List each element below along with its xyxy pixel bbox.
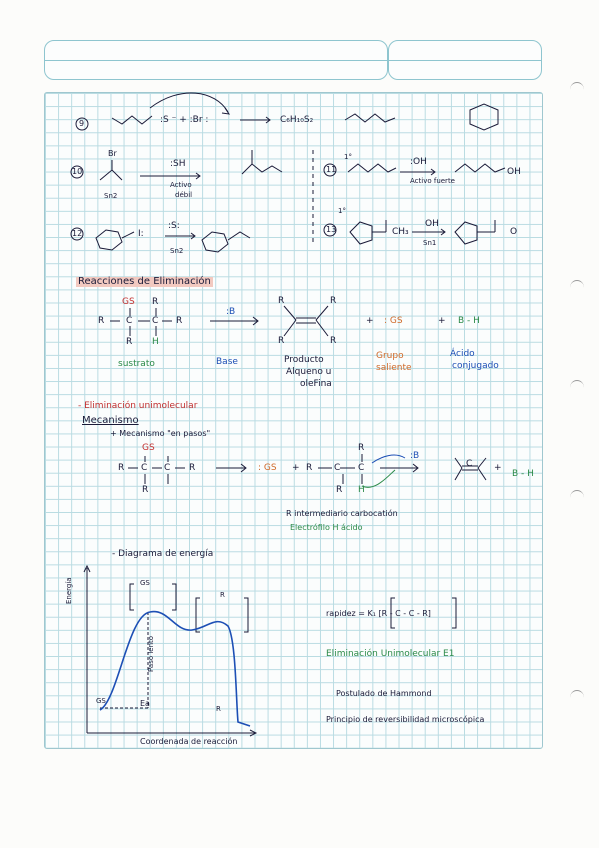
alkene-r-1: R: [278, 296, 285, 306]
elim-c-1: C: [126, 316, 133, 326]
reaction-9-number: 9: [79, 119, 85, 128]
reaction-9-reagents: :S ⁻ + :Br :: [160, 115, 209, 125]
reaction-13-product: O: [510, 227, 518, 237]
e1-cation-r-top: R: [358, 443, 365, 453]
reaction-11-nuc-note: Activo fuerte: [410, 177, 455, 185]
plus-1: +: [366, 316, 374, 326]
leaving-group-label-2: saliente: [376, 363, 412, 373]
e1-gs-ion: : GS: [258, 463, 277, 473]
base-symbol: :B: [226, 307, 236, 317]
intermediate-note: R intermediario carbocatión: [286, 509, 398, 518]
reaction-12-nuc: :S:: [168, 221, 180, 231]
e1-plus: +: [292, 463, 300, 473]
reaction-13-nuc: OH: [425, 219, 439, 229]
product-label-1: Producto: [284, 355, 324, 365]
hammond: Postulado de Hammond: [336, 689, 432, 698]
energy-step: Paso lento: [147, 635, 155, 672]
e1-cation-r-bottom: R: [336, 485, 343, 495]
product-label-2: Alqueno u: [286, 367, 332, 377]
reaction-11-number: 11: [326, 165, 337, 174]
reactant-gs: GS: [96, 697, 106, 705]
reaction-13-mech: Sn1: [423, 239, 437, 247]
reaction-11-note: 1°: [344, 153, 352, 161]
acid-symbol: B - H: [458, 316, 480, 326]
reaction-10-mech: Sn2: [104, 192, 118, 200]
ts2-formula: R: [220, 591, 225, 599]
reaction-12-number: 12: [72, 229, 83, 238]
reaction-11-product: OH: [507, 167, 521, 177]
plus-2: +: [438, 316, 446, 326]
e1-plus-2: +: [494, 463, 502, 473]
alkene-r-4: R: [330, 336, 337, 346]
e1-gs: GS: [142, 443, 155, 453]
e1-c-1: C: [141, 463, 148, 473]
e1-name: Eliminación Unimolecular E1: [326, 649, 455, 659]
e1-title: - Eliminación unimolecular: [78, 401, 198, 411]
energy-y-label: Energía: [65, 577, 73, 604]
e1-cation-h: H: [358, 485, 365, 495]
e1-acid: B - H: [512, 469, 534, 479]
reaction-10-nuc: :SH: [170, 159, 186, 169]
product-label-3: oleFina: [300, 379, 332, 389]
electrophile-note: Electrófilo H ácido: [290, 523, 363, 532]
product-r: R: [216, 705, 221, 713]
reaction-13-group: CH₃: [392, 227, 409, 237]
acid-label-2: conjugado: [452, 361, 499, 371]
alkene-r-3: R: [278, 336, 285, 346]
ts1-formula: GS: [140, 579, 150, 587]
leaving-group-symbol: : GS: [384, 316, 403, 326]
reaction-10-nuc-note-2: débil: [175, 191, 193, 199]
e1-base: :B: [410, 451, 420, 461]
acid-label-1: Ácido: [450, 349, 475, 359]
substrate-label: sustrato: [118, 359, 155, 369]
elim-r-top: R: [152, 297, 159, 307]
reaction-12-lg: I:: [138, 229, 144, 239]
reaction-10-nuc-note: Activo: [170, 181, 192, 189]
e1-prod-c: C: [466, 459, 473, 469]
e1-cation-c2: C: [358, 463, 365, 473]
elim-c-2: C: [152, 316, 159, 326]
alkene-r-2: R: [330, 296, 337, 306]
mechanism-heading: Mecanismo: [82, 415, 139, 426]
elim-r-right: R: [176, 316, 183, 326]
leaving-group-label-1: Grupo: [376, 351, 404, 361]
e1-c-2: C: [164, 463, 171, 473]
rate-equation: rapidez = K₁ [R - C - C - R]: [326, 609, 431, 618]
reversibility: Principio de reversibilidad microscópica: [326, 715, 485, 724]
e1-r-left: R: [118, 463, 125, 473]
reaction-11-nuc: :OH: [410, 157, 427, 167]
e1-r-right: R: [189, 463, 196, 473]
energy-x-label: Coordenada de reacción: [140, 737, 238, 746]
elimination-title: Reacciones de Eliminación: [78, 276, 211, 287]
elim-gs: GS: [122, 297, 135, 307]
reaction-12-mech: Sn2: [170, 247, 184, 255]
reaction-10-reagent: Br: [108, 149, 117, 158]
mechanism-note: + Mecanismo "en pasos": [110, 429, 211, 438]
e1-cation-c1: C: [334, 463, 341, 473]
e1-r-bottom: R: [142, 485, 149, 495]
base-label: Base: [216, 357, 238, 367]
elim-h: H: [152, 337, 159, 347]
energy-ea: Ea: [140, 699, 150, 708]
energy-title: - Diagrama de energía: [112, 549, 214, 559]
elim-r-left: R: [98, 316, 105, 326]
reaction-9-product: C₆H₁₀S₂: [280, 115, 314, 125]
reaction-13-note: 1°: [338, 207, 346, 215]
elim-r-bottom: R: [126, 337, 133, 347]
reaction-13-number: 13: [326, 225, 337, 234]
e1-cation-r: R: [306, 463, 313, 473]
reaction-10-number: 10: [72, 167, 83, 176]
